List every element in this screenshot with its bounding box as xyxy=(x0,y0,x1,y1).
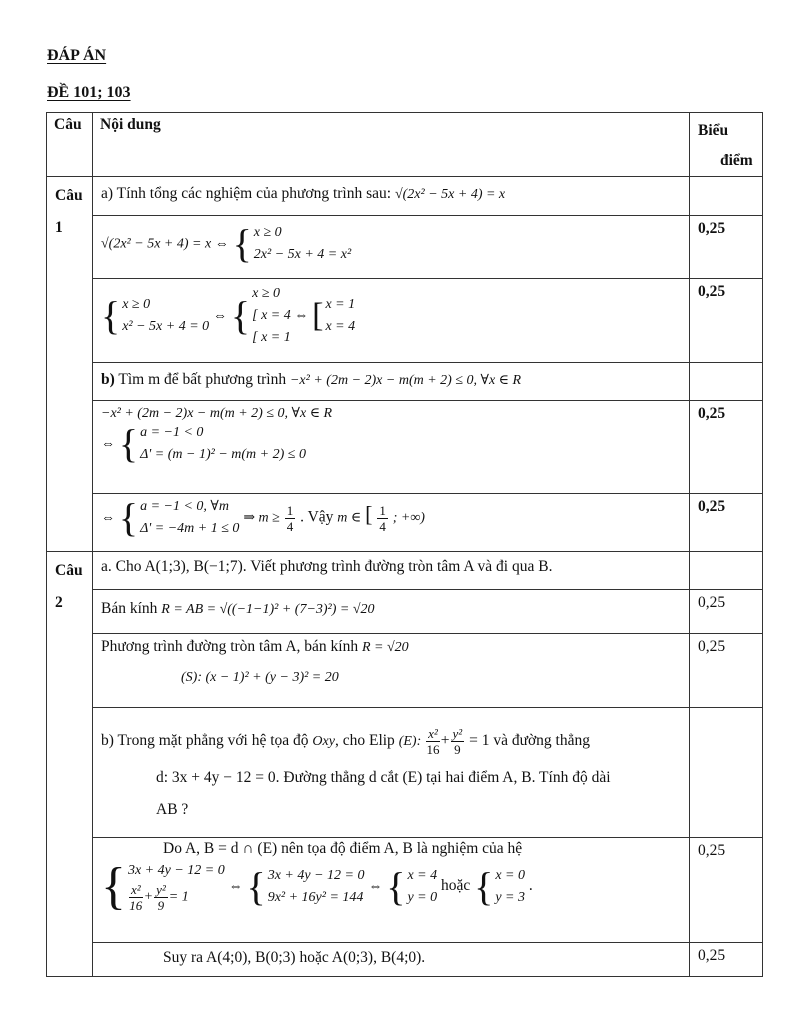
cau1-r1-points: 0,25 xyxy=(690,216,763,279)
cau2-label-word: Câu xyxy=(55,562,83,579)
cau1-r4-set-num: 1 xyxy=(379,502,386,518)
cau2-r2-eq1: R = √20 xyxy=(361,640,409,655)
cau2-r3-res4: y = 3 xyxy=(495,889,525,905)
cau1-r2-res1: x = 1 xyxy=(325,297,356,312)
table-row xyxy=(47,634,763,708)
cau2-r2-eq2: (S): (x − 1)² + (y − 3)² = 20 xyxy=(181,670,339,685)
cau1-a-question: a) Tính tổng các nghiệm của phương trình sau: xyxy=(101,185,392,202)
table-row: −x² + (2m − 2)x − m(m + 2) ≤ 0, ∀x ∈ R ⇔ { a = −1 < 0 Δ' = (m − 1)² − m(m + 2) ≤ 0 0,25 xyxy=(47,401,763,494)
answer-table xyxy=(46,112,763,977)
cau2-r1-points: 0,25 xyxy=(690,590,763,634)
cau1-b-prefix: b) xyxy=(101,371,115,388)
cau1-r4-points: 0,25 xyxy=(690,494,763,552)
cau2-b-oxy: Oxy xyxy=(312,734,335,750)
table-row: √(2x² − 5x + 4) = x ⇔ { x ≥ 0 2x² − 5x + 4 = x² 0,25 xyxy=(47,216,763,279)
cau1-r4-sys1: a = −1 < 0, ∀m xyxy=(140,499,229,514)
cau2-r3-hoac: hoặc xyxy=(440,877,471,895)
answer-title: ĐÁP ÁN xyxy=(47,47,107,64)
cau2-r3-res2: y = 0 xyxy=(407,889,438,905)
cau2-b-q1: b) Trong mặt phẳng với hệ tọa độ xyxy=(101,732,309,750)
cau1-r4-set-end: ; +∞) xyxy=(392,510,425,526)
header-bieudiem xyxy=(690,113,763,177)
cau1-r3-sys1: a = −1 < 0 xyxy=(140,425,204,440)
cau2-r3-res3: x = 0 xyxy=(495,867,525,883)
exam-code: ĐỀ 101; 103 xyxy=(47,84,131,101)
table-row: Do A, B = d ∩ (E) nên tọa độ điểm A, B là nghiệm của hệ { 3x + 4y − 12 = 0 $\frac{\text{x²}}{16}$ + $\frac{\text{y²}}{9}$ = 1 ⇔ { 3x + 4y − 12 = 0 9x² + 16y² = 144 ⇔ { x = 4 y = 0 hoặc { x = 0 y = 3 . 0,25 xyxy=(47,838,763,943)
cau2-r1-text: Bán kính xyxy=(101,600,158,617)
cau1-label xyxy=(47,177,93,552)
cau1-label-word: Câu xyxy=(55,187,83,204)
cau2-b-elip: (E): xyxy=(398,734,422,750)
cau2-r3-mid2: 9x² + 16y² = 144 xyxy=(267,889,364,905)
table-row: ⇔ { a = −1 < 0, ∀m Δ' = −4m + 1 ≤ 0 ⇒ m ≥ $\frac{1}{4}$ . Vậy m ∈ [ $\frac{1}{4}$ ; +∞) 0,25 xyxy=(47,494,763,552)
cau2-r2-points: 0,25 xyxy=(690,634,763,708)
cau2-b-q2: , cho Elip xyxy=(334,732,395,750)
cau1-r4-set: m ∈ xyxy=(337,510,362,526)
cau1-r3-line1: −x² + (2m − 2)x − m(m + 2) ≤ 0, ∀x ∈ R xyxy=(101,406,333,421)
cau1-r4-frac-den: 4 xyxy=(286,518,294,534)
cau1-r2-sys2: x² − 5x + 4 = 0 xyxy=(122,319,210,334)
cau1-a-question-eq: √(2x² − 5x + 4) = x xyxy=(394,187,506,202)
cau1-r2-sys1: x ≥ 0 xyxy=(122,297,151,312)
cau2-r3-res1: x = 4 xyxy=(407,867,438,883)
cau1-label-number: 1 xyxy=(55,219,63,236)
cau2-b-q3: = 1 và đường thẳng xyxy=(469,732,590,750)
cau1-r2-res2: x = 4 xyxy=(325,319,356,334)
cau2-r4-points: 0,25 xyxy=(690,943,763,977)
cau1-r4-sys2: Δ' = −4m + 1 ≤ 0 xyxy=(140,521,240,536)
table-row xyxy=(47,943,763,977)
cau2-label-number: 2 xyxy=(55,594,63,611)
table-header-row xyxy=(47,113,763,177)
header-bieu: Biểu xyxy=(698,122,729,139)
cau1-r4-frac-num: 1 xyxy=(286,502,294,518)
table-row xyxy=(47,552,763,590)
cau1-b-question-eq: −x² + (2m − 2)x − m(m + 2) ≤ 0, ∀x ∈ R xyxy=(289,373,522,388)
cau2-r1-eq: R = AB = √((−1−1)² + (7−3)²) = √20 xyxy=(161,602,375,617)
header-cau: Câu xyxy=(47,113,93,177)
cau1-r2-mid3: x = 1 xyxy=(261,330,291,345)
cau1-b-question: Tìm m để bất phương trình xyxy=(118,371,287,388)
cau1-r4-result: ⇒ m ≥ xyxy=(243,510,280,526)
cau2-r3-sys2b: = 1 xyxy=(168,889,189,905)
cau1-r4-vay: . Vậy xyxy=(300,508,334,526)
cau1-r2-mid2: x = 4 xyxy=(261,308,291,323)
cau2-b-q5: AB ? xyxy=(156,801,189,818)
cau2-label xyxy=(47,552,93,977)
table-row: b) Trong mặt phẳng với hệ tọa độ Oxy, cho Elip (E): $\frac{\text{x²}}{16}$ + $\frac{\text{y²}}{9}$ = 1 và đường thẳng d: 3x + 4y − 12 = 0. Đường thẳng d cắt (E) tại hai điểm A, B. Tính độ dài AB ? xyxy=(47,708,763,838)
header-diem: điểm xyxy=(720,152,753,169)
cau2-r3-points: 0,25 xyxy=(690,838,763,943)
cau1-r3-points: 0,25 xyxy=(690,401,763,494)
header-noidung: Nội dung xyxy=(93,113,690,177)
cau2-r3-mid1: 3x + 4y − 12 = 0 xyxy=(267,867,365,883)
table-row xyxy=(47,590,763,634)
cau1-r1-eq: √(2x² − 5x + 4) = x ⇔ xyxy=(101,236,229,252)
cau1-r2-mid1: x ≥ 0 xyxy=(252,286,281,301)
cau2-r3-sys1: 3x + 4y − 12 = 0 xyxy=(127,863,225,878)
table-row xyxy=(47,177,763,216)
cau1-r2-points: 0,25 xyxy=(690,279,763,363)
cau1-r1-sys2: 2x² − 5x + 4 = x² xyxy=(253,247,352,262)
cau1-r4-set-den: 4 xyxy=(379,518,386,534)
table-row: { x ≥ 0 x² − 5x + 4 = 0 ⇔ { x ≥ 0 [ x = 4 ⇔ [ x = 1 [ x = 1 x = 4 0,25 xyxy=(47,279,763,363)
cau1-r3-sys2: Δ' = (m − 1)² − m(m + 2) ≤ 0 xyxy=(140,447,306,462)
cau2-a-question: a. Cho A(1;3), B(−1;7). Viết phương trình đường tròn tâm A và đi qua B. xyxy=(101,558,553,575)
cau2-r4-text: Suy ra A(4;0), B(0;3) hoặc A(0;3), B(4;0). xyxy=(163,949,426,966)
cau1-r1-sys1: x ≥ 0 xyxy=(253,225,282,240)
cau2-r2-text: Phương trình đường tròn tâm A, bán kính xyxy=(101,638,359,655)
cau2-r3-text: Do A, B = d ∩ (E) nên tọa độ điểm A, B là nghiệm của hệ xyxy=(163,840,523,857)
table-row xyxy=(47,363,763,401)
cau2-b-q4: d: 3x + 4y − 12 = 0. Đường thẳng d cắt (E) tại hai điểm A, B. Tính độ dài xyxy=(156,769,611,786)
